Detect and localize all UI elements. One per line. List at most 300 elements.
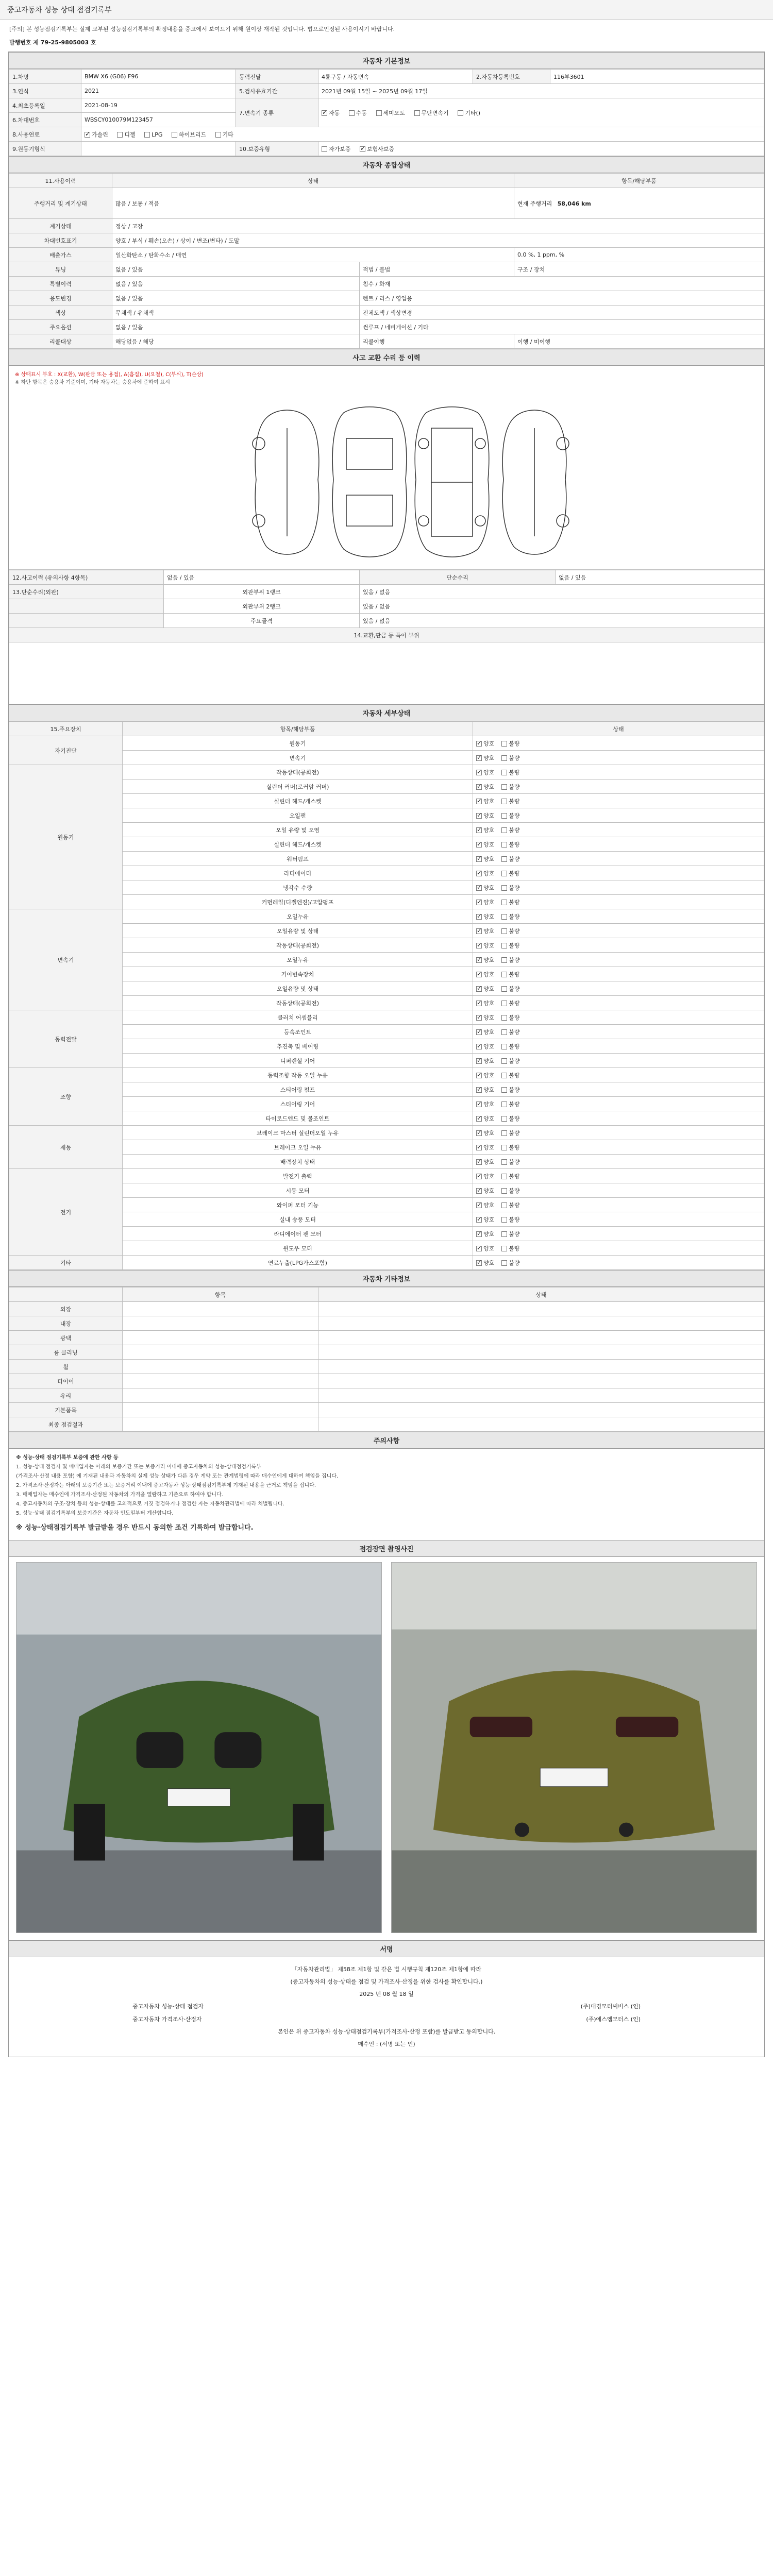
detail-item: 브레이크 오일 누유 <box>123 1140 473 1155</box>
section-other-title: 자동차 기타정보 <box>9 1270 764 1287</box>
damage-subtitle: 14.교환,판금 등 특이 부위 <box>9 628 764 642</box>
checkbox-icon <box>476 943 482 948</box>
checkbox-icon <box>476 1116 482 1122</box>
checkbox-icon <box>501 1073 507 1078</box>
detail-row <box>9 880 764 895</box>
state-bad-label: 불량 <box>509 1072 520 1079</box>
detail-row <box>9 1082 764 1097</box>
damage-label <box>9 599 164 614</box>
summary-header: 상태 <box>112 174 514 188</box>
checkbox-icon <box>501 1029 507 1035</box>
detail-item: 워터펌프 <box>123 852 473 866</box>
other-row <box>9 1302 764 1316</box>
detail-state <box>473 1039 764 1054</box>
other-state <box>318 1388 764 1403</box>
damage-rank: 외판부위 1랭크 <box>164 585 360 599</box>
checkbox-icon <box>476 928 482 934</box>
odometer-label: 현재 주행거리 <box>517 200 552 207</box>
signature-line: (중고자동차의 성능·상태를 점검 및 가격조사·산정을 위한 검사를 확인합니다.) <box>290 1978 483 1985</box>
pricer-row <box>9 2013 764 2026</box>
other-row <box>9 1417 764 1432</box>
checkbox-icon <box>476 1044 482 1049</box>
notes-line: (가격조사·산정 내용 포함) 에 기재된 내용과 자동차의 실제 성능·상태가 다른 경우 계약 또는 관계법령에 따라 매수인에게 대하여 책임을 집니다. <box>16 1473 339 1479</box>
warranty-options: 자가보증 ✓ 보험사보증 <box>318 142 764 156</box>
car-front-image <box>16 1563 381 1933</box>
detail-state <box>473 924 764 938</box>
checkbox-icon <box>501 986 507 992</box>
state-bad-label: 불량 <box>509 1144 520 1151</box>
detail-state <box>473 1198 764 1212</box>
state-ok-label: 양호 <box>483 1230 495 1238</box>
basic-label: 7.변속기 종류 <box>236 98 318 127</box>
photo-row <box>9 1557 764 1940</box>
checkbox-icon <box>501 871 507 876</box>
detail-state <box>473 938 764 953</box>
detail-row <box>9 1198 764 1212</box>
notes-line: 4. 중고자동차의 구조·장치 등의 성능·상태를 고의적으로 거짓 점검하거나 점검한 자는 자동차관리법에 따라 처벌됩니다. <box>16 1501 284 1507</box>
detail-row <box>9 751 764 765</box>
checkbox-icon <box>501 770 507 775</box>
state-ok-label: 양호 <box>483 899 495 906</box>
detail-row <box>9 1212 764 1227</box>
detail-state <box>473 1025 764 1039</box>
checkbox-icon <box>501 1130 507 1136</box>
detail-state <box>473 1227 764 1241</box>
damage-label <box>9 614 164 628</box>
damage-label: 12.사고이력 (유의사항 4항목) <box>9 570 164 585</box>
summary-row-state: 많음 / 보통 / 적음 <box>112 188 514 219</box>
notes-line: 3. 매매업자는 매수인에 가격조사·산정된 자동차의 가격을 열람하고 기준으로 하여야 합니다. <box>16 1492 223 1498</box>
detail-row <box>9 967 764 981</box>
state-bad-label: 불량 <box>509 870 520 877</box>
detail-group-label: 전기 <box>9 1169 123 1256</box>
summary-row-sub: 적법 / 불법 <box>360 262 514 277</box>
checkbox-icon <box>501 827 507 833</box>
plate-number: 116부3601 <box>550 70 764 84</box>
detail-item: 디퍼렌셜 기어 <box>123 1054 473 1068</box>
checkbox-icon <box>501 1058 507 1064</box>
detail-state <box>473 953 764 967</box>
summary-row-label: 주행거리 및 계기상태 <box>9 188 112 219</box>
other-row-label: 유리 <box>9 1388 123 1403</box>
checkbox-icon <box>476 1174 482 1179</box>
damage-label: 13.단순수리(외판) <box>9 585 164 599</box>
caution-notes <box>9 1449 764 1540</box>
basic-label: 9.원동기형식 <box>9 142 81 156</box>
state-bad-label: 불량 <box>509 769 520 776</box>
notes-line: 1. 성능·상태 점검자 및 매매업자는 아래의 보증기간 또는 보증거리 이내에 중고자동차의 성능·상태점검기록부 <box>16 1464 261 1470</box>
state-ok-label: 양호 <box>483 769 495 776</box>
checkbox-icon <box>501 856 507 862</box>
car-diagram <box>9 389 764 570</box>
state-bad-label: 불량 <box>509 1245 520 1252</box>
detail-row <box>9 996 764 1010</box>
state-ok-label: 양호 <box>483 884 495 891</box>
state-ok-label: 양호 <box>483 927 495 935</box>
checkbox-icon <box>501 914 507 920</box>
other-item <box>123 1345 318 1360</box>
detail-item: 동력조향 작동 오일 누유 <box>123 1068 473 1082</box>
checkbox-icon <box>501 1188 507 1194</box>
state-ok-label: 양호 <box>483 1086 495 1093</box>
basic-value: 2021 <box>81 84 236 98</box>
state-ok-label: 양호 <box>483 798 495 805</box>
checkbox-icon <box>501 1174 507 1179</box>
checkbox-icon <box>501 943 507 948</box>
summary-row-label: 특별이력 <box>9 277 112 291</box>
detail-group-label: 원동기 <box>9 765 123 909</box>
detail-item: 작동상태(공회전) <box>123 996 473 1010</box>
other-state <box>318 1316 764 1331</box>
checkbox-icon <box>476 1087 482 1093</box>
detail-row <box>9 794 764 808</box>
detail-header: 항목/해당부품 <box>123 722 473 736</box>
detail-item: 실내 송풍 모터 <box>123 1212 473 1227</box>
other-state <box>318 1374 764 1388</box>
damage-rank: 주요골격 <box>164 614 360 628</box>
detail-item: 오일유량 및 상태 <box>123 981 473 996</box>
odometer-value: 58,046 km <box>557 200 591 207</box>
notes-line: 5. 성능·상태 점검기록부의 보증기간은 자동차 인도일부터 계산합니다. <box>16 1511 174 1516</box>
detail-state <box>473 1068 764 1082</box>
detail-item: 스티어링 펌프 <box>123 1082 473 1097</box>
detail-item: 클러치 어셈블리 <box>123 1010 473 1025</box>
state-bad-label: 불량 <box>509 985 520 992</box>
summary-row-state: 없음 / 있음 <box>112 320 360 334</box>
state-ok-label: 양호 <box>483 1144 495 1151</box>
other-row-label: 타이어 <box>9 1374 123 1388</box>
detail-state <box>473 1212 764 1227</box>
notes-line: 2. 가격조사·산정자는 아래의 보증기간 또는 보증거리 이내에 중고자동차 성능·상태점검기록부에 기재된 내용을 근거로 책임을 집니다. <box>16 1483 316 1488</box>
checkbox-icon <box>501 755 507 761</box>
detail-row <box>9 1111 764 1126</box>
other-item <box>123 1374 318 1388</box>
detail-state <box>473 779 764 794</box>
detail-state <box>473 1183 764 1198</box>
summary-row-sub: 침수 / 화재 <box>360 277 764 291</box>
checkbox-icon <box>501 741 507 747</box>
notice-text: [주의] 본 성능점검기록부는 실제 교부된 성능점검기록부의 확정내용을 중고에서 보여드기 위해 원이상 재작된 것입니다. 법으로인정된 사용이시기 바랍니다. <box>9 26 395 32</box>
section-caution-title: 주의사항 <box>9 1432 764 1449</box>
detail-row <box>9 808 764 823</box>
state-ok-label: 양호 <box>483 870 495 877</box>
state-bad-label: 불량 <box>509 1158 520 1165</box>
detail-row <box>9 1183 764 1198</box>
checkbox-icon <box>501 1087 507 1093</box>
state-ok-label: 양호 <box>483 754 495 761</box>
detail-item: 연료누출(LPG가스포함) <box>123 1256 473 1270</box>
detail-item: 오일유량 및 상태 <box>123 924 473 938</box>
other-state <box>318 1345 764 1360</box>
fuel-options: ✓ 가솔린 디젤 LPG 하이브리드 기타 <box>81 127 764 142</box>
car-side-right-icon <box>502 410 569 554</box>
detail-item: 오일 유량 및 오염 <box>123 823 473 837</box>
summary-row-sub: 렌트 / 리스 / 영업용 <box>360 291 764 306</box>
state-bad-label: 불량 <box>509 913 520 920</box>
checkbox-icon <box>476 1101 482 1107</box>
summary-row-state: 없음 / 있음 <box>112 262 360 277</box>
state-ok-label: 양호 <box>483 999 495 1007</box>
summary-row-sub: 이행 / 미이행 <box>514 334 764 349</box>
other-header: 항목 <box>123 1287 318 1302</box>
checkbox-icon <box>476 799 482 804</box>
checkbox-icon <box>476 755 482 761</box>
basic-value <box>81 142 236 156</box>
checkbox-icon <box>476 842 482 848</box>
basic-label: 2.자동차등록번호 <box>473 70 550 84</box>
detail-group-label: 조향 <box>9 1068 123 1126</box>
checkbox-icon <box>501 1202 507 1208</box>
checkbox-icon <box>476 856 482 862</box>
detail-state <box>473 895 764 909</box>
checkbox-icon <box>476 1145 482 1150</box>
state-ok-label: 양호 <box>483 1173 495 1180</box>
checkbox-icon <box>349 110 355 116</box>
summary-row-label: 리콜대상 <box>9 334 112 349</box>
other-item <box>123 1360 318 1374</box>
checkbox-icon <box>476 784 482 790</box>
other-state <box>318 1302 764 1316</box>
signature-line: 「자동차관리법」 제58조 제1항 및 같은 법 시행규칙 제120조 제1항에 따라 <box>291 1965 482 1973</box>
vin-value: WBSCY010079M123457 <box>81 113 236 127</box>
notes-strong: ※ 성능·상태점검기록부 발급받을 경우 반드시 동의한 조건 기록하여 발급합니다. <box>16 1524 254 1532</box>
basic-label: 동력전달 <box>236 70 318 84</box>
state-bad-label: 불량 <box>509 783 520 790</box>
state-bad-label: 불량 <box>509 1230 520 1238</box>
detail-item: 실린더 헤드/개스켓 <box>123 837 473 852</box>
state-bad-label: 불량 <box>509 798 520 805</box>
checkbox-icon <box>501 1101 507 1107</box>
checkbox-icon <box>476 1231 482 1237</box>
damage-rank: 외판부위 2랭크 <box>164 599 360 614</box>
detail-item: 오일팬 <box>123 808 473 823</box>
detail-row <box>9 837 764 852</box>
checkbox-icon <box>501 928 507 934</box>
detail-item: 라디에이터 <box>123 866 473 880</box>
other-row-label: 외장 <box>9 1302 123 1316</box>
section-detail-title: 자동차 세부상태 <box>9 704 764 721</box>
detail-item: 타이로드엔드 및 볼조인트 <box>123 1111 473 1126</box>
detail-item: 커먼레일(디젤엔진)/고압펌프 <box>123 895 473 909</box>
state-bad-label: 불량 <box>509 754 520 761</box>
state-bad-label: 불량 <box>509 1129 520 1137</box>
section-photos-title: 점검장면 촬영사진 <box>9 1540 764 1557</box>
car-rear-image <box>392 1563 757 1933</box>
summary-row-label: 색상 <box>9 306 112 320</box>
detail-state <box>473 1241 764 1256</box>
state-bad-label: 불량 <box>509 884 520 891</box>
checkbox-icon <box>476 914 482 920</box>
document-title: 중고자동차 성능 상태 점검기록부 <box>0 0 773 20</box>
basic-label: 10.보증유형 <box>236 142 318 156</box>
detail-state <box>473 1140 764 1155</box>
detail-state <box>473 808 764 823</box>
checkbox-icon <box>172 132 177 138</box>
state-bad-label: 불량 <box>509 1216 520 1223</box>
detail-row <box>9 1039 764 1054</box>
summary-row-state: 없음 / 있음 <box>112 291 360 306</box>
detail-state <box>473 1126 764 1140</box>
checkbox-icon <box>476 1015 482 1021</box>
state-bad-label: 불량 <box>509 1201 520 1209</box>
state-ok-label: 양호 <box>483 1158 495 1165</box>
state-bad-label: 불량 <box>509 927 520 935</box>
damage-value: 없음 / 있음 <box>164 570 360 585</box>
summary-row-state: 양호 / 부식 / 훼손(오손) / 상이 / 변조(변타) / 도말 <box>112 233 764 248</box>
state-ok-label: 양호 <box>483 841 495 848</box>
summary-row-label: 배출가스 <box>9 248 112 262</box>
inspector-label: 중고자동차 성능·상태 점검자 <box>132 2003 204 2010</box>
basic-label: 1.차명 <box>9 70 81 84</box>
state-ok-label: 양호 <box>483 985 495 992</box>
other-row <box>9 1374 764 1388</box>
inspector-name: (주)대경모터써비스 (인) <box>580 2003 641 2010</box>
state-bad-label: 불량 <box>509 1115 520 1122</box>
state-ok-label: 양호 <box>483 1043 495 1050</box>
state-bad-label: 불량 <box>509 1014 520 1021</box>
detail-row <box>9 909 764 924</box>
other-row <box>9 1331 764 1345</box>
detail-state <box>473 866 764 880</box>
detail-row <box>9 1169 764 1183</box>
state-bad-label: 불량 <box>509 812 520 819</box>
other-table <box>9 1287 764 1432</box>
detail-row <box>9 1010 764 1025</box>
detail-row <box>9 765 764 779</box>
detail-header: 15.주요장치 <box>9 722 123 736</box>
checkbox-icon <box>501 784 507 790</box>
other-row-label: 최종 점검결과 <box>9 1417 123 1432</box>
detail-state <box>473 852 764 866</box>
state-ok-label: 양호 <box>483 1115 495 1122</box>
detail-state <box>473 1097 764 1111</box>
basic-value: 2021-08-19 <box>81 98 236 113</box>
state-bad-label: 불량 <box>509 1086 520 1093</box>
section-basic-title: 자동차 기본정보 <box>9 52 764 69</box>
detail-state <box>473 1054 764 1068</box>
state-bad-label: 불량 <box>509 1187 520 1194</box>
state-bad-label: 불량 <box>509 841 520 848</box>
detail-group-label: 제동 <box>9 1126 123 1169</box>
detail-item: 변속기 <box>123 751 473 765</box>
state-bad-label: 불량 <box>509 1057 520 1064</box>
checkbox-icon <box>501 972 507 977</box>
checkbox-icon <box>476 1001 482 1006</box>
detail-header: 상태 <box>473 722 764 736</box>
state-bad-label: 불량 <box>509 899 520 906</box>
basic-label: 6.차대번호 <box>9 113 81 127</box>
other-state <box>318 1417 764 1432</box>
damage-detail-area <box>9 642 764 704</box>
checkbox-icon <box>476 1260 482 1266</box>
other-row <box>9 1316 764 1331</box>
state-ok-label: 양호 <box>483 1129 495 1137</box>
state-ok-label: 양호 <box>483 812 495 819</box>
detail-item: 와이퍼 모터 기능 <box>123 1198 473 1212</box>
detail-state <box>473 1111 764 1126</box>
summary-row-label: 튜닝 <box>9 262 112 277</box>
state-bad-label: 불량 <box>509 1028 520 1036</box>
checkbox-icon <box>414 110 420 116</box>
checkbox-icon <box>501 1217 507 1223</box>
detail-table <box>9 721 764 1270</box>
checkbox-icon <box>501 1231 507 1237</box>
detail-state <box>473 996 764 1010</box>
detail-group-label: 동력전달 <box>9 1010 123 1068</box>
detail-item: 실린더 커버(로커암 커버) <box>123 779 473 794</box>
other-state <box>318 1331 764 1345</box>
car-frame-view-icon <box>415 407 489 557</box>
detail-row <box>9 1256 764 1270</box>
summary-row-state: 정상 / 고장 <box>112 219 764 233</box>
other-state <box>318 1360 764 1374</box>
detail-row <box>9 895 764 909</box>
detail-item: 추진축 및 베어링 <box>123 1039 473 1054</box>
state-bad-label: 불량 <box>509 971 520 978</box>
summary-row-label: 주요옵션 <box>9 320 112 334</box>
checkbox-icon <box>501 1044 507 1049</box>
checkbox-icon <box>476 827 482 833</box>
checkbox-icon <box>501 1116 507 1122</box>
checkbox-icon <box>144 132 150 138</box>
state-bad-label: 불량 <box>509 942 520 949</box>
summary-row-label: 용도변경 <box>9 291 112 306</box>
detail-item: 스티어링 기어 <box>123 1097 473 1111</box>
detail-item: 시동 모터 <box>123 1183 473 1198</box>
detail-state <box>473 794 764 808</box>
checkbox-icon <box>476 900 482 905</box>
other-row-label: 휠 <box>9 1360 123 1374</box>
state-ok-label: 양호 <box>483 826 495 834</box>
checkbox-icon <box>476 885 482 891</box>
state-ok-label: 양호 <box>483 1028 495 1036</box>
other-header: 상태 <box>318 1287 764 1302</box>
pricer-name: (주)에스엠모터스 (인) <box>586 2015 641 2023</box>
basic-value: 2021년 09월 15일 ~ 2025년 09월 17일 <box>318 84 764 98</box>
basic-label: 5.검사유효기간 <box>236 84 318 98</box>
detail-item: 실린더 헤드/개스켓 <box>123 794 473 808</box>
checkbox-icon <box>476 813 482 819</box>
checkbox-icon <box>376 110 382 116</box>
summary-row-sub: 전체도색 / 색상변경 <box>360 306 764 320</box>
damage-table <box>9 570 764 704</box>
detail-state <box>473 967 764 981</box>
checkbox-icon <box>476 1073 482 1078</box>
detail-item: 작동상태(공회전) <box>123 765 473 779</box>
state-ok-label: 양호 <box>483 1245 495 1252</box>
section-signature-title: 서명 <box>9 1940 764 1957</box>
damage-value: 있음 / 없음 <box>360 599 764 614</box>
state-ok-label: 양호 <box>483 1187 495 1194</box>
state-ok-label: 양호 <box>483 1100 495 1108</box>
checkbox-icon <box>476 1058 482 1064</box>
damage-legend <box>9 366 764 389</box>
inspection-sheet <box>8 52 765 2057</box>
detail-row <box>9 1097 764 1111</box>
other-state <box>318 1403 764 1417</box>
transmission-options: ✓ 자동 수동 세미오토 무단변속기 기타() <box>318 98 764 127</box>
state-ok-label: 양호 <box>483 942 495 949</box>
detail-group-label: 기타 <box>9 1256 123 1270</box>
state-bad-label: 불량 <box>509 826 520 834</box>
summary-row-sub: 썬루프 / 네비게이션 / 기타 <box>360 320 764 334</box>
basic-value: 4륜구동 / 자동변속 <box>318 70 473 84</box>
detail-state <box>473 1155 764 1169</box>
state-ok-label: 양호 <box>483 1014 495 1021</box>
inspector-row <box>9 2001 764 2013</box>
summary-row-sub: 리콜이행 <box>360 334 514 349</box>
state-bad-label: 불량 <box>509 1259 520 1266</box>
